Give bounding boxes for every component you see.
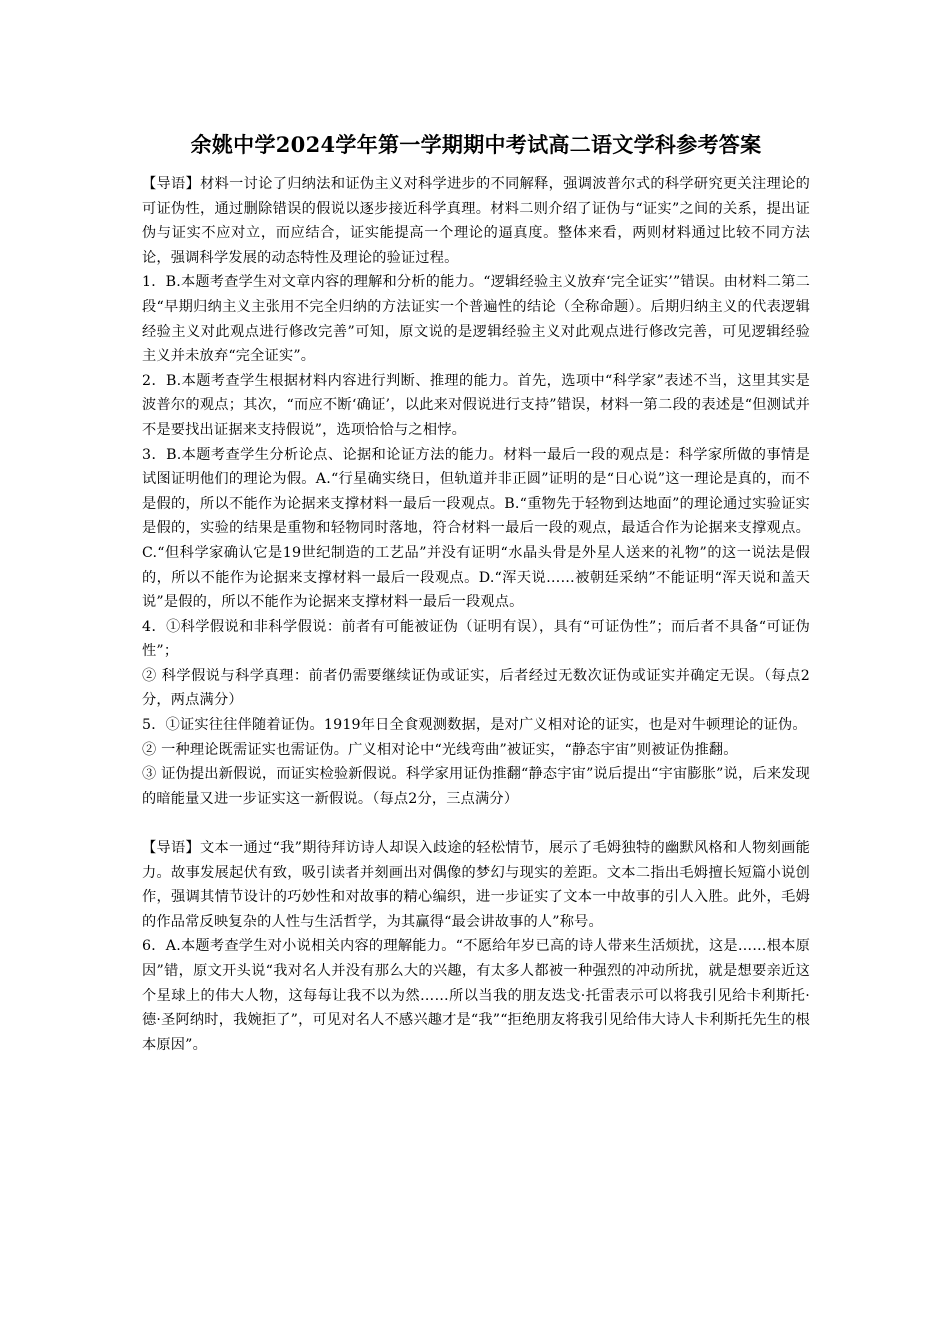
- answer-q4-point1: 4．①科学假说和非科学假说：前者有可能被证伪（证明有误），具有“可证伪性”；而后者不具备“可证伪性”；: [142, 618, 810, 660]
- page-title: 余姚中学2024学年第一学期期中考试高二语文学科参考答案: [190, 132, 762, 157]
- answer-q6: 6．A.本题考查学生对小说相关内容的理解能力。“不愿给年岁已高的诗人带来生活烦扰，这是……根本原因”错，原文开头说“我对名人并没有那么大的兴趣，有太多人都被一种强烈的冲动所扰，就是想要亲近这个星球上的伟大人物，这每每让我不以为然……所以当我的朋友迭戈·托雷表示可以将我引见给卡利斯托·德·圣阿纳时，我婉拒了”，可见对名人不感兴趣才是“我”“拒绝朋友将我引见给伟大诗人卡利斯托先生的根本原因”。: [142, 938, 810, 1053]
- answer-q2: 2．B.本题考查学生根据材料内容进行判断、推理的能力。首先，选项中“科学家”表述不当，这里其实是波普尔的观点；其次，“而应不断‘确证’，以此来对假说进行支持”错误，材料一第二段的表述是“但测试并不是要找出证据来支持假说”，选项恰恰与之相悖。: [142, 372, 810, 438]
- section1-intro: 【导语】材料一讨论了归纳法和证伪主义对科学进步的不同解释，强调波普尔式的科学研究更关注理论的可证伪性，通过删除错误的假说以逐步接近科学真理。材料二则介绍了证伪与“证实”之间的关系，提出证伪与证实不应对立，而应结合，证实能提高一个理论的逼真度。整体来看，两则材料通过比较不同方法论，强调科学发展的动态特性及理论的验证过程。: [142, 176, 810, 266]
- answer-q5-point1: 5．①证实往往伴随着证伪。1919年日全食观测数据，是对广义相对论的证实，也是对牛顿理论的证伪。: [142, 717, 807, 734]
- answer-q1: 1．B.本题考查学生对文章内容的理解和分析的能力。“逻辑经验主义放弃‘完全证实’”错误。由材料二第二段“早期归纳主义主张用不完全归纳的方法证实一个普遍性的结论（全称命题）。后期归纳主义的代表逻辑经验主义对此观点进行修改完善”可知，原文说的是逻辑经验主义对此观点进行修改完善，可见逻辑经验主义并未放弃“完全证实”。: [142, 274, 810, 365]
- answer-q4-point2: ② 科学假说与科学真理：前者仍需要继续证伪或证实，后者经过无数次证伪或证实并确定无误。（每点2分，两点满分）: [142, 667, 810, 709]
- section2-intro: 【导语】文本一通过“我”期待拜访诗人却误入歧途的轻松情节，展示了毛姆独特的幽默风格和人物刻画能力。故事发展起伏有致，吸引读者并刻画出对偶像的梦幻与现实的差距。文本二指出毛姆擅长短篇小说创作，强调其情节设计的巧妙性和对故事的精心编织，进一步证实了文本一中故事的引人入胜。此外，毛姆的作品常反映复杂的人性与生活哲学，为其赢得“最会讲故事的人”称号。: [142, 840, 810, 930]
- document-page: [142, 128, 810, 1057]
- answer-q5-point2: ② 一种理论既需证实也需证伪。广义相对论中“光线弯曲”被证实，“静态宇宙”则被证伪推翻。: [142, 741, 738, 758]
- answer-q3: 3．B.本题考查学生分析论点、论据和论证方法的能力。材料一最后一段的观点是：科学家所做的事情是试图证明他们的理论为假。A.“行星确实绕日，但轨道并非正圆”证明的是“日心说”这一理论是真的，而不是假的，所以不能作为论据来支撑材料一最后一段观点。B.“重物先于轻物到达地面”的理论通过实验证实是假的，实验的结果是重物和轻物同时落地，符合材料一最后一段的观点，最适合作为论据来支撑观点。C.“但科学家确认它是19世纪制造的工艺品”并没有证明“水晶头骨是外星人送来的礼物”的这一说法是假的，所以不能作为论据来支撑材料一最后一段观点。D.“浑天说……被朝廷采纳”不能证明“浑天说和盖天说”是假的，所以不能作为论据来支撑材料一最后一段观点。: [142, 446, 810, 611]
- section-spacer: [142, 811, 810, 836]
- answer-q5-point3: ③ 证伪提出新假说，而证实检验新假说。科学家用证伪推翻“静态宇宙”说后提出“宇宙膨胀”说，后来发现的暗能量又进一步证实这一新假说。（每点2分，三点满分）: [142, 766, 810, 807]
